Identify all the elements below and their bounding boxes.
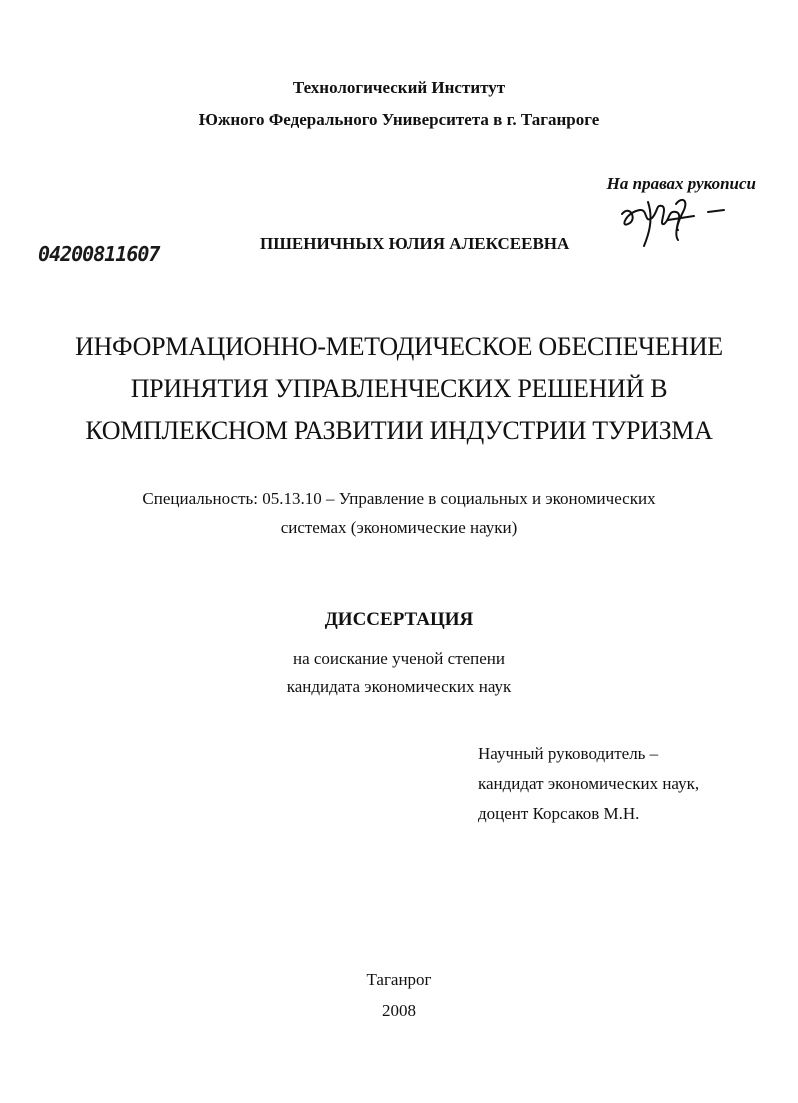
university-name: Южного Федерального Университета в г. Таганроге — [198, 110, 600, 129]
specialty-line: системах (экономические науки) — [280, 518, 518, 537]
city: Таганрог — [366, 970, 432, 989]
degree-line: кандидата экономических наук — [286, 677, 512, 696]
institute-name: Технологический Институт — [292, 78, 506, 97]
supervisor-line: доцент Корсаков М.Н. — [478, 804, 640, 823]
dissertation-title — [0, 326, 798, 452]
supervisor-block — [478, 739, 699, 829]
degree-line: на соискание ученой степени — [292, 649, 506, 668]
supervisor-line: Научный руководитель – — [478, 744, 659, 763]
document-type: ДИССЕРТАЦИЯ — [324, 609, 474, 630]
manuscript-rights-note: На правах рукописи — [606, 174, 756, 193]
specialty-line: Специальность: 05.13.10 – Управление в социальных и экономических — [142, 489, 656, 508]
signature-icon — [608, 190, 733, 250]
specialty — [0, 484, 798, 542]
title-line: КОМПЛЕКСНОМ РАЗВИТИИ ИНДУСТРИИ ТУРИЗМА — [85, 416, 713, 445]
degree-sought — [0, 645, 798, 701]
place-and-year — [0, 964, 798, 1026]
supervisor-line: кандидат экономических наук, — [478, 774, 700, 793]
title-line: ПРИНЯТИЯ УПРАВЛЕНЧЕСКИХ РЕШЕНИЙ В — [130, 374, 668, 403]
author-name: ПШЕНИЧНЫХ ЮЛИЯ АЛЕКСЕЕВНА — [260, 234, 570, 253]
library-stamp: 04200811607 — [38, 242, 160, 266]
title-line: ИНФОРМАЦИОННО-МЕТОДИЧЕСКОЕ ОБЕСПЕЧЕНИЕ — [75, 332, 723, 361]
year: 2008 — [382, 1001, 416, 1020]
